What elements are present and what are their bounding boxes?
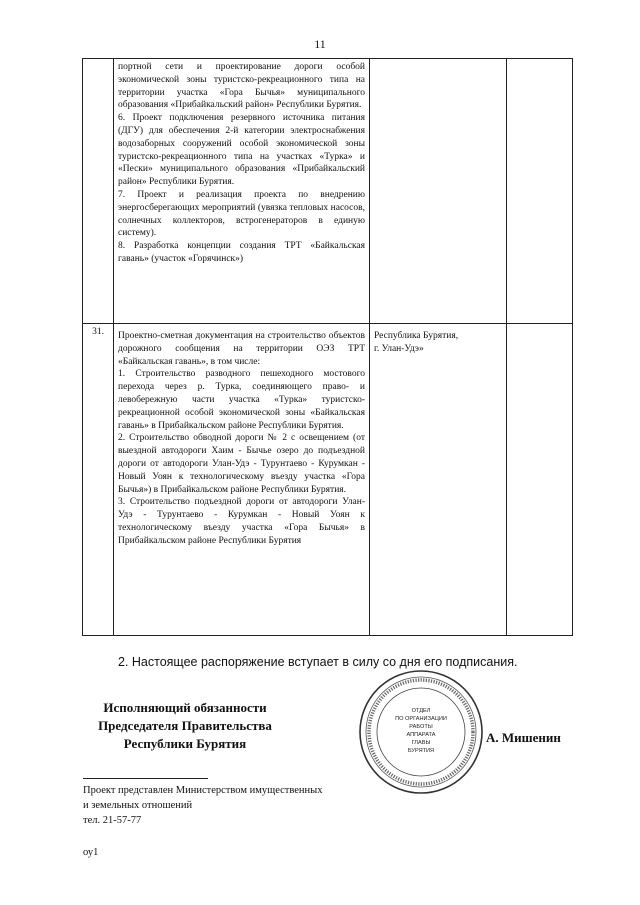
executor-line: г. Улан-Удэ» bbox=[374, 343, 424, 354]
footer-line: и земельных отношений bbox=[83, 800, 193, 811]
row-number-cell bbox=[83, 59, 114, 324]
row-description-cell bbox=[114, 59, 370, 324]
footer-note bbox=[83, 783, 322, 828]
footnote-divider bbox=[83, 778, 208, 779]
footer-line: Проект представлен Министерством имущественных bbox=[83, 785, 323, 796]
description-paragraph: Проектно-сметная документация на строительство объектов дорожного сообщения на территории ОЭЗ ТРТ «Байкальская гавань», в том числе: bbox=[118, 331, 365, 367]
official-seal bbox=[357, 668, 485, 796]
seal-text-line: РАБОТЫ bbox=[409, 724, 433, 730]
seal-text-line: ПО ОРГАНИЗАЦИИ bbox=[395, 716, 447, 722]
row-date-cell bbox=[507, 59, 573, 324]
description-paragraph: 2. Строительство обводной дороги № 2 с освещением (от выездной автодороги Хаим - Бычье озеро до подъездной дороги от автодороги Улан-Удэ - Турунтаево - Курумкан - Новый Уоян к технологическому въезду участка «Гора Бычья») в Прибайкальском районе Республики Бурятия. bbox=[118, 433, 365, 495]
row-executor-cell bbox=[370, 59, 507, 324]
document-code: оу1 bbox=[83, 847, 99, 858]
signatory-name: А. Мишенин bbox=[486, 730, 561, 745]
row-executor-cell bbox=[370, 324, 507, 636]
description-paragraph: 3. Строительство подъездной дороги от автодороги Улан-Удэ - Турунтаево - Курумкан - Новый Уоян к технологическому въезду участка «Гора Бычья» в Прибайкальском районе Республики Бурятия bbox=[118, 497, 365, 546]
signatory-title-line: Исполняющий обязанности bbox=[103, 700, 267, 715]
executor-line: Республика Бурятия, bbox=[374, 331, 459, 341]
footer-line: тел. 21-57-77 bbox=[83, 815, 142, 826]
description-paragraph: портной сети и проектирование дороги особой экономической зоны туристско-рекреационного типа на территории участка «Гора Бычья» муниципального образования «Прибайкальский район» Республики Бурятия. bbox=[118, 62, 365, 111]
description-paragraph: 7. Проект и реализация проекта по внедрению энергосберегающих мероприятий (увязка тепловых насосов, солнечных коллекторов, встрогенераторов в единую систему). bbox=[118, 189, 365, 239]
row-date-cell bbox=[507, 324, 573, 636]
signatory-title bbox=[70, 699, 300, 753]
description-paragraph: 6. Проект подключения резервного источника питания (ДГУ) для обеспечения 2-й категории электроснабжения водозаборных сооружений особой экономической зоны туристско-рекреационного типа на участках «Турка» и «Пески» муниципального образования «Прибайкальский район» Республики Бурятия. bbox=[118, 113, 365, 188]
seal-text-line: ОТДЕЛ bbox=[411, 708, 431, 714]
description-paragraph: 1. Строительство разводного пешеходного мостового перехода через р. Турка, соединяющего право- и левобережную части участка «Турка» туристско-рекреационной особой экономической зоны «Байкальская гавань» в Прибайкальском районе Республики Бурятия. bbox=[118, 369, 365, 431]
signatory-title-line: Председателя Правительства bbox=[98, 718, 272, 733]
row-number-cell: 31. bbox=[83, 324, 114, 636]
description-paragraph: 8. Разработка концепции создания ТРТ «Байкальская гавань» (участок «Горячинск») bbox=[118, 241, 365, 264]
seal-text-line: АППАРАТА bbox=[406, 732, 436, 738]
measures-table bbox=[82, 58, 573, 636]
seal-text-line: ГЛАВЫ bbox=[411, 740, 431, 746]
signatory-title-line: Республики Бурятия bbox=[123, 736, 247, 751]
table-row bbox=[83, 59, 573, 324]
row-description-cell bbox=[114, 324, 370, 636]
page-number: 11 bbox=[314, 37, 326, 51]
order-clause: 2. Настоящее распоряжение вступает в силу со дня его подписания. bbox=[118, 655, 518, 669]
table-row bbox=[83, 324, 573, 636]
seal-text-line: БУРЯТИЯ bbox=[407, 748, 435, 754]
